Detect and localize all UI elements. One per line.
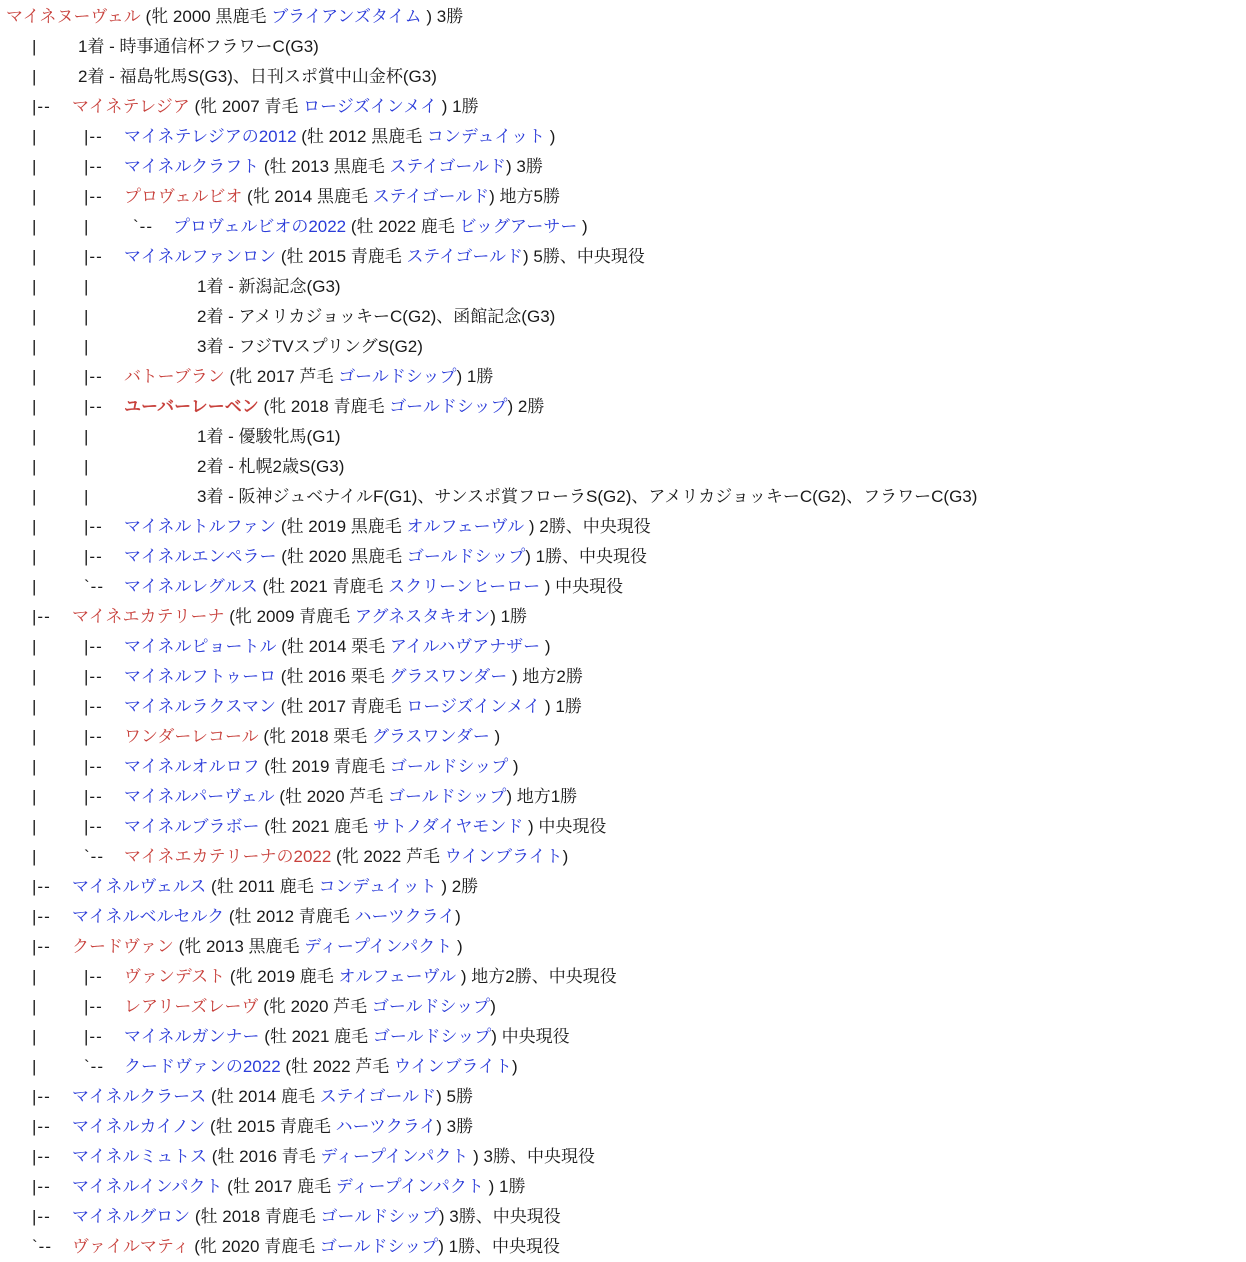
- tree-branch-glyph: |--: [32, 97, 51, 116]
- race-result-line: [0, 62, 1246, 92]
- race-result-line: [0, 482, 1246, 512]
- horse-line: [0, 1112, 1246, 1142]
- sire-link[interactable]: ステイゴールド: [406, 247, 523, 266]
- tree-bar-glyph: |: [32, 787, 38, 806]
- text-segment: ) 地方5勝: [489, 187, 560, 206]
- race-result-line: [0, 332, 1246, 362]
- tree-branch-glyph: |--: [84, 247, 103, 266]
- text-segment: ) 1勝: [483, 1177, 526, 1196]
- line-content: [124, 152, 543, 182]
- line-content: [124, 722, 500, 752]
- text-segment: (牡 2014 栗毛: [276, 637, 390, 656]
- text-segment: ): [455, 907, 461, 926]
- race-result-line: [0, 452, 1246, 482]
- tree-branch-glyph: |--: [32, 1207, 51, 1226]
- sire-link[interactable]: ゴールドシップ: [338, 367, 457, 386]
- tree-bar-glyph: |: [32, 1057, 38, 1076]
- horse-name: プロヴェルビオ: [124, 187, 243, 206]
- tree-bar-glyph: |: [32, 637, 38, 656]
- tree-branch-glyph: |--: [32, 1087, 51, 1106]
- tree-branch-glyph: |--: [84, 547, 103, 566]
- tree-branch-glyph: |--: [32, 877, 51, 896]
- horse-line: [0, 1022, 1246, 1052]
- text-segment: ) 1勝: [490, 607, 528, 626]
- sire-link[interactable]: ゴールドシップ: [372, 1027, 492, 1046]
- tree-bar-glyph: |: [32, 307, 38, 326]
- horse-line: [0, 2, 1246, 32]
- tree-bar-glyph: |: [32, 727, 38, 746]
- race-result-line: [0, 422, 1246, 452]
- text-segment: (牡 2015 青鹿毛: [205, 1117, 336, 1136]
- sire-link[interactable]: ゴールドシップ: [320, 1207, 439, 1226]
- race-result-text: 1着 - 優駿牝馬(G1): [197, 427, 341, 446]
- tree-branch-glyph: |--: [32, 937, 51, 956]
- text-segment: (牡 2013 黒鹿毛: [259, 157, 390, 176]
- text-segment: ) 1勝: [456, 367, 494, 386]
- tree-bar-glyph: |: [32, 757, 38, 776]
- tree-branch-glyph: |--: [84, 817, 103, 836]
- sire-link[interactable]: ビッグアーサー: [459, 217, 578, 236]
- horse-line: [0, 362, 1246, 392]
- line-content: [124, 632, 551, 662]
- horse-line: [0, 962, 1246, 992]
- text-segment: (牡 2021 鹿毛: [259, 1027, 373, 1046]
- horse-link[interactable]: マイネルフトゥーロ: [124, 667, 277, 686]
- text-segment: ): [490, 997, 496, 1016]
- tree-bar-glyph: |: [32, 487, 38, 506]
- line-content: [124, 1022, 570, 1052]
- line-content: [124, 662, 583, 692]
- horse-name: ワンダーレコール: [124, 727, 259, 746]
- text-segment: (牡 2016 栗毛: [276, 667, 390, 686]
- tree-bar-glyph: |: [84, 307, 90, 326]
- text-segment: ) 地方1勝: [506, 787, 578, 806]
- text-segment: (牝 2018 青鹿毛: [258, 397, 390, 416]
- horse-line: [0, 662, 1246, 692]
- horse-line: [0, 872, 1246, 902]
- horse-link[interactable]: マイネルトルファン: [124, 517, 277, 536]
- line-content: [124, 842, 568, 872]
- text-segment: ) 2勝: [507, 397, 545, 416]
- horse-name: バトーブラン: [124, 367, 225, 386]
- horse-line: [0, 752, 1246, 782]
- race-result-text: 2着 - アメリカジョッキーC(G2)、函館記念(G3): [197, 307, 556, 326]
- text-segment: ) 中央現役: [540, 577, 624, 596]
- race-result-text: 2着 - 札幌2歳S(G3): [197, 457, 345, 476]
- horse-line: [0, 182, 1246, 212]
- race-result-text: 1着 - 時事通信杯フラワーC(G3): [78, 37, 319, 56]
- tree-branch-glyph: |--: [32, 1117, 51, 1136]
- sire-link[interactable]: ディープインパクト: [320, 1147, 469, 1166]
- sire-link[interactable]: アイルハヴアナザー: [389, 637, 541, 656]
- sire-link[interactable]: コンデュイット: [318, 877, 437, 896]
- race-result-line: [0, 302, 1246, 332]
- text-segment: (牡 2016 青毛: [206, 1147, 321, 1166]
- text-segment: ): [508, 757, 519, 776]
- text-segment: ) 2勝、中央現役: [524, 517, 651, 536]
- tree-bar-glyph: |: [84, 277, 90, 296]
- sire-link[interactable]: グラスワンダー: [372, 727, 490, 746]
- text-segment: ): [577, 217, 588, 236]
- text-segment: ) 1勝、中央現役: [525, 547, 648, 566]
- text-segment: ) 中央現役: [491, 1027, 570, 1046]
- line-content: [197, 452, 344, 482]
- sire-link[interactable]: ウインブライト: [444, 847, 563, 866]
- text-segment: (牝 2020 青鹿毛: [189, 1237, 320, 1256]
- line-content: [78, 32, 319, 62]
- text-segment: ): [489, 727, 501, 746]
- tree-bar-glyph: |: [32, 157, 38, 176]
- tree-bar-glyph: |: [84, 487, 90, 506]
- text-segment: ): [562, 847, 569, 866]
- horse-line: [0, 602, 1246, 632]
- horse-line: [0, 932, 1246, 962]
- tree-bar-glyph: |: [84, 337, 90, 356]
- race-result-line: [0, 32, 1246, 62]
- horse-link[interactable]: マイネルブラボー: [124, 817, 260, 836]
- tree-bar-glyph: |: [32, 547, 38, 566]
- horse-name: レアリーズレーヴ: [124, 997, 259, 1016]
- tree-branch-glyph: |--: [84, 127, 103, 146]
- sire-link[interactable]: コンデュイット: [426, 127, 546, 146]
- tree-branch-glyph: |--: [84, 727, 103, 746]
- tree-bar-glyph: |: [32, 997, 38, 1016]
- sire-link[interactable]: アグネスタキオン: [354, 607, 491, 626]
- tree-bar-glyph: |: [32, 847, 38, 866]
- tree-branch-glyph: |--: [84, 667, 103, 686]
- sire-link[interactable]: スクリーンヒーロー: [388, 577, 541, 596]
- line-content: [72, 872, 478, 902]
- horse-link[interactable]: マイネルガンナー: [124, 1027, 260, 1046]
- horse-line: [0, 1202, 1246, 1232]
- text-segment: (牝 2007 青毛: [189, 97, 304, 116]
- tree-branch-glyph: |--: [84, 517, 103, 536]
- line-content: [124, 182, 560, 212]
- text-segment: ): [452, 937, 463, 956]
- horse-line: [0, 572, 1246, 602]
- horse-link[interactable]: マイネルヴェルス: [72, 877, 207, 896]
- horse-line: [0, 242, 1246, 272]
- text-segment: ) 3勝: [436, 1117, 474, 1136]
- tree-bar-glyph: |: [32, 367, 38, 386]
- tree-bar-glyph: |: [32, 217, 38, 236]
- horse-line: [0, 92, 1246, 122]
- horse-link[interactable]: マイネルベルセルク: [72, 907, 225, 926]
- sire-link[interactable]: サトノダイヤモンド: [372, 817, 524, 836]
- tree-bar-glyph: |: [32, 247, 38, 266]
- text-segment: (牝 2000 黒鹿毛: [140, 7, 272, 26]
- sire-link[interactable]: オルフェーヴル: [406, 517, 525, 536]
- horse-link[interactable]: マイネルファンロン: [124, 247, 277, 266]
- tree-branch-glyph: |--: [84, 697, 103, 716]
- horse-line: [0, 512, 1246, 542]
- line-content: [72, 902, 461, 932]
- line-content: [124, 362, 493, 392]
- sire-link[interactable]: ディープインパクト: [335, 1177, 484, 1196]
- line-content: [197, 272, 341, 302]
- horse-line: [0, 212, 1246, 242]
- horse-link[interactable]: マイネルラクスマン: [124, 697, 276, 716]
- tree-last-branch-glyph: `--: [84, 1057, 104, 1076]
- sire-link[interactable]: ハーツクライ: [335, 1117, 437, 1136]
- horse-name: ヴァイルマティ: [72, 1237, 190, 1256]
- horse-line: [0, 542, 1246, 572]
- text-segment: (牡 2015 青鹿毛: [276, 247, 407, 266]
- text-segment: ) 3勝: [505, 157, 543, 176]
- line-content: [72, 92, 479, 122]
- sire-link[interactable]: ゴールドシップ: [319, 1237, 439, 1256]
- sire-link[interactable]: ステイゴールド: [372, 187, 490, 206]
- tree-bar-glyph: |: [32, 697, 38, 716]
- text-segment: (牡 2018 青鹿毛: [190, 1207, 321, 1226]
- tree-bar-glyph: |: [32, 427, 38, 446]
- line-content: [124, 812, 606, 842]
- line-content: [124, 572, 623, 602]
- line-content: [197, 332, 423, 362]
- sire-link[interactable]: グラスワンダー: [389, 667, 508, 686]
- text-segment: (牝 2019 鹿毛: [225, 967, 339, 986]
- text-segment: (牡 2020 芦毛: [274, 787, 388, 806]
- tree-bar-glyph: |: [32, 817, 38, 836]
- line-content: [124, 242, 645, 272]
- horse-link[interactable]: マイネルクラフト: [124, 157, 260, 176]
- line-content: [173, 212, 588, 242]
- tree-bar-glyph: |: [32, 457, 38, 476]
- sire-link[interactable]: ゴールドシップ: [389, 397, 508, 416]
- horse-link[interactable]: マイネテレジアの2012: [124, 127, 297, 146]
- text-segment: (牡 2011 鹿毛: [206, 877, 319, 896]
- line-content: [124, 1052, 518, 1082]
- tree-bar-glyph: |: [32, 667, 38, 686]
- text-segment: (牝 2014 黒鹿毛: [242, 187, 373, 206]
- tree-bar-glyph: |: [84, 217, 90, 236]
- line-content: [197, 302, 555, 332]
- tree-branch-glyph: |--: [84, 997, 103, 1016]
- tree-last-branch-glyph: `--: [84, 577, 104, 596]
- text-segment: (牡 2021 青鹿毛: [257, 577, 389, 596]
- tree-bar-glyph: |: [32, 1027, 38, 1046]
- text-segment: ): [545, 127, 556, 146]
- horse-link[interactable]: マイネルインパクト: [72, 1177, 223, 1196]
- horse-line: [0, 632, 1246, 662]
- text-segment: (牡 2012 黒鹿毛: [296, 127, 427, 146]
- tree-branch-glyph: |--: [84, 397, 103, 416]
- tree-bar-glyph: |: [84, 427, 90, 446]
- text-segment: (牝 2009 青鹿毛: [224, 607, 355, 626]
- horse-link[interactable]: プロヴェルビオの2022: [173, 217, 347, 236]
- race-result-text: 1着 - 新潟記念(G3): [197, 277, 341, 296]
- tree-bar-glyph: |: [32, 967, 38, 986]
- horse-line: [0, 1052, 1246, 1082]
- horse-link[interactable]: マイネルカイノン: [72, 1117, 206, 1136]
- tree-bar-glyph: |: [32, 577, 38, 596]
- tree-bar-glyph: |: [32, 187, 38, 206]
- line-content: [72, 602, 527, 632]
- tree-branch-glyph: |--: [84, 367, 103, 386]
- text-segment: (牝 2013 黒鹿毛: [173, 937, 305, 956]
- horse-link[interactable]: マイネルレグルス: [124, 577, 258, 596]
- horse-name: ヴァンデスト: [124, 967, 226, 986]
- horse-line: [0, 812, 1246, 842]
- horse-name: マイネヌーヴェル: [6, 7, 141, 26]
- line-content: [72, 1112, 473, 1142]
- sire-link[interactable]: ウインブライト: [394, 1057, 513, 1076]
- text-segment: ) 3勝: [421, 7, 464, 26]
- tree-branch-glyph: |--: [84, 757, 103, 776]
- sire-link[interactable]: ステイゴールド: [389, 157, 506, 176]
- line-content: [124, 992, 496, 1022]
- line-content: [124, 782, 577, 812]
- line-content: [124, 692, 582, 722]
- tree-branch-glyph: |--: [84, 637, 103, 656]
- line-content: [72, 1172, 525, 1202]
- horse-link[interactable]: マイネルオルロフ: [124, 757, 260, 776]
- tree-branch-glyph: |--: [84, 187, 103, 206]
- text-segment: ): [512, 1057, 518, 1076]
- line-content: [124, 752, 519, 782]
- horse-name: ユーバーレーベン: [124, 397, 259, 416]
- tree-branch-glyph: |--: [84, 967, 103, 986]
- horse-line: [0, 1142, 1246, 1172]
- text-segment: ) 2勝: [436, 877, 479, 896]
- text-segment: ) 1勝、中央現役: [438, 1237, 561, 1256]
- text-segment: (牡 2019 青鹿毛: [259, 757, 390, 776]
- line-content: [124, 542, 647, 572]
- tree-bar-glyph: |: [32, 517, 38, 536]
- tree-last-branch-glyph: `--: [133, 217, 153, 236]
- text-segment: (牡 2020 黒鹿毛: [276, 547, 407, 566]
- text-segment: (牡 2022 鹿毛: [346, 217, 460, 236]
- horse-line: [0, 122, 1246, 152]
- text-segment: (牡 2014 鹿毛: [206, 1087, 320, 1106]
- race-result-text: 2着 - 福島牝馬S(G3)、日刊スポ賞中山金杯(G3): [78, 67, 437, 86]
- horse-link[interactable]: クードヴァンの2022: [124, 1057, 281, 1076]
- horse-line: [0, 902, 1246, 932]
- horse-line: [0, 392, 1246, 422]
- horse-name: マイネテレジア: [72, 97, 190, 116]
- sire-link[interactable]: ゴールドシップ: [389, 757, 509, 776]
- text-segment: ) 1勝: [540, 697, 582, 716]
- horse-line: [0, 992, 1246, 1022]
- line-content: [124, 122, 555, 152]
- line-content: [6, 2, 463, 32]
- tree-branch-glyph: |--: [32, 907, 51, 926]
- tree-last-branch-glyph: `--: [32, 1237, 52, 1256]
- race-result-text: 3着 - フジTVスプリングS(G2): [197, 337, 423, 356]
- sire-link[interactable]: ブライアンズタイム: [271, 7, 422, 26]
- tree-branch-glyph: |--: [84, 157, 103, 176]
- text-segment: ): [540, 637, 551, 656]
- tree-bar-glyph: |: [32, 337, 38, 356]
- text-segment: ) 中央現役: [523, 817, 607, 836]
- sire-link[interactable]: ゴールドシップ: [388, 787, 507, 806]
- text-segment: ) 5勝、中央現役: [522, 247, 645, 266]
- horse-line: [0, 722, 1246, 752]
- horse-link[interactable]: マイネルパーヴェル: [124, 787, 275, 806]
- tree-bar-glyph: |: [84, 457, 90, 476]
- tree-bar-glyph: |: [32, 397, 38, 416]
- text-segment: ) 地方2勝: [507, 667, 583, 686]
- text-segment: (牝 2018 栗毛: [258, 727, 373, 746]
- tree-branch-glyph: |--: [32, 1147, 51, 1166]
- line-content: [124, 392, 544, 422]
- race-result-line: [0, 272, 1246, 302]
- line-content: [72, 932, 463, 962]
- horse-name: マイネエカテリーナ: [72, 607, 225, 626]
- text-segment: (牝 2017 芦毛: [224, 367, 339, 386]
- sire-link[interactable]: オルフェーヴル: [338, 967, 457, 986]
- horse-line: [0, 842, 1246, 872]
- tree-bar-glyph: |: [32, 127, 38, 146]
- tree-branch-glyph: |--: [32, 1177, 51, 1196]
- horse-link[interactable]: マイネルグロン: [72, 1207, 191, 1226]
- text-segment: (牡 2021 鹿毛: [259, 817, 373, 836]
- sire-link[interactable]: ロージズインメイ: [303, 97, 438, 116]
- text-segment: (牡 2017 青鹿毛: [275, 697, 407, 716]
- line-content: [197, 422, 341, 452]
- sire-link[interactable]: ステイゴールド: [319, 1087, 437, 1106]
- tree-branch-glyph: |--: [84, 1027, 103, 1046]
- horse-name: クードヴァン: [72, 937, 174, 956]
- horse-line: [0, 1172, 1246, 1202]
- line-content: [72, 1202, 561, 1232]
- line-content: [124, 962, 617, 992]
- horse-line: [0, 1082, 1246, 1112]
- text-segment: ) 1勝: [437, 97, 479, 116]
- tree-branch-glyph: |--: [84, 787, 103, 806]
- race-result-text: 3着 - 阪神ジュベナイルF(G1)、サンスポ賞フローラS(G2)、アメリカジョッキーC(G2)、フラワーC(G3): [197, 487, 978, 506]
- sire-link[interactable]: ゴールドシップ: [371, 997, 491, 1016]
- horse-line: [0, 152, 1246, 182]
- line-content: [78, 62, 437, 92]
- text-segment: (牡 2022 芦毛: [280, 1057, 395, 1076]
- tree-last-branch-glyph: `--: [84, 847, 104, 866]
- text-segment: ) 地方2勝、中央現役: [456, 967, 617, 986]
- sire-link[interactable]: ハーツクライ: [354, 907, 456, 926]
- sire-link[interactable]: ゴールドシップ: [406, 547, 526, 566]
- horse-name: マイネエカテリーナの2022: [124, 847, 332, 866]
- text-segment: ) 5勝: [436, 1087, 473, 1106]
- sire-link[interactable]: ロージズインメイ: [406, 697, 541, 716]
- text-segment: (牝 2022 芦毛: [331, 847, 445, 866]
- horse-link[interactable]: マイネルミュトス: [72, 1147, 207, 1166]
- tree-branch-glyph: |--: [32, 607, 51, 626]
- line-content: [72, 1142, 595, 1172]
- line-content: [124, 512, 651, 542]
- text-segment: (牡 2017 鹿毛: [222, 1177, 336, 1196]
- text-segment: (牝 2020 芦毛: [258, 997, 372, 1016]
- horse-link[interactable]: マイネルエンペラー: [124, 547, 277, 566]
- sire-link[interactable]: ディープインパクト: [304, 937, 453, 956]
- tree-bar-glyph: |: [32, 277, 38, 296]
- tree-bar-glyph: |: [32, 37, 38, 56]
- horse-link[interactable]: マイネルクラース: [72, 1087, 207, 1106]
- horse-line: [0, 692, 1246, 722]
- tree-bar-glyph: |: [32, 67, 38, 86]
- horse-line: [0, 782, 1246, 812]
- text-segment: ) 3勝、中央現役: [438, 1207, 561, 1226]
- text-segment: (牡 2012 青鹿毛: [224, 907, 355, 926]
- text-segment: (牡 2019 黒鹿毛: [276, 517, 407, 536]
- horse-link[interactable]: マイネルピョートル: [124, 637, 277, 656]
- line-content: [197, 482, 977, 512]
- line-content: [72, 1082, 473, 1112]
- text-segment: ) 3勝、中央現役: [468, 1147, 595, 1166]
